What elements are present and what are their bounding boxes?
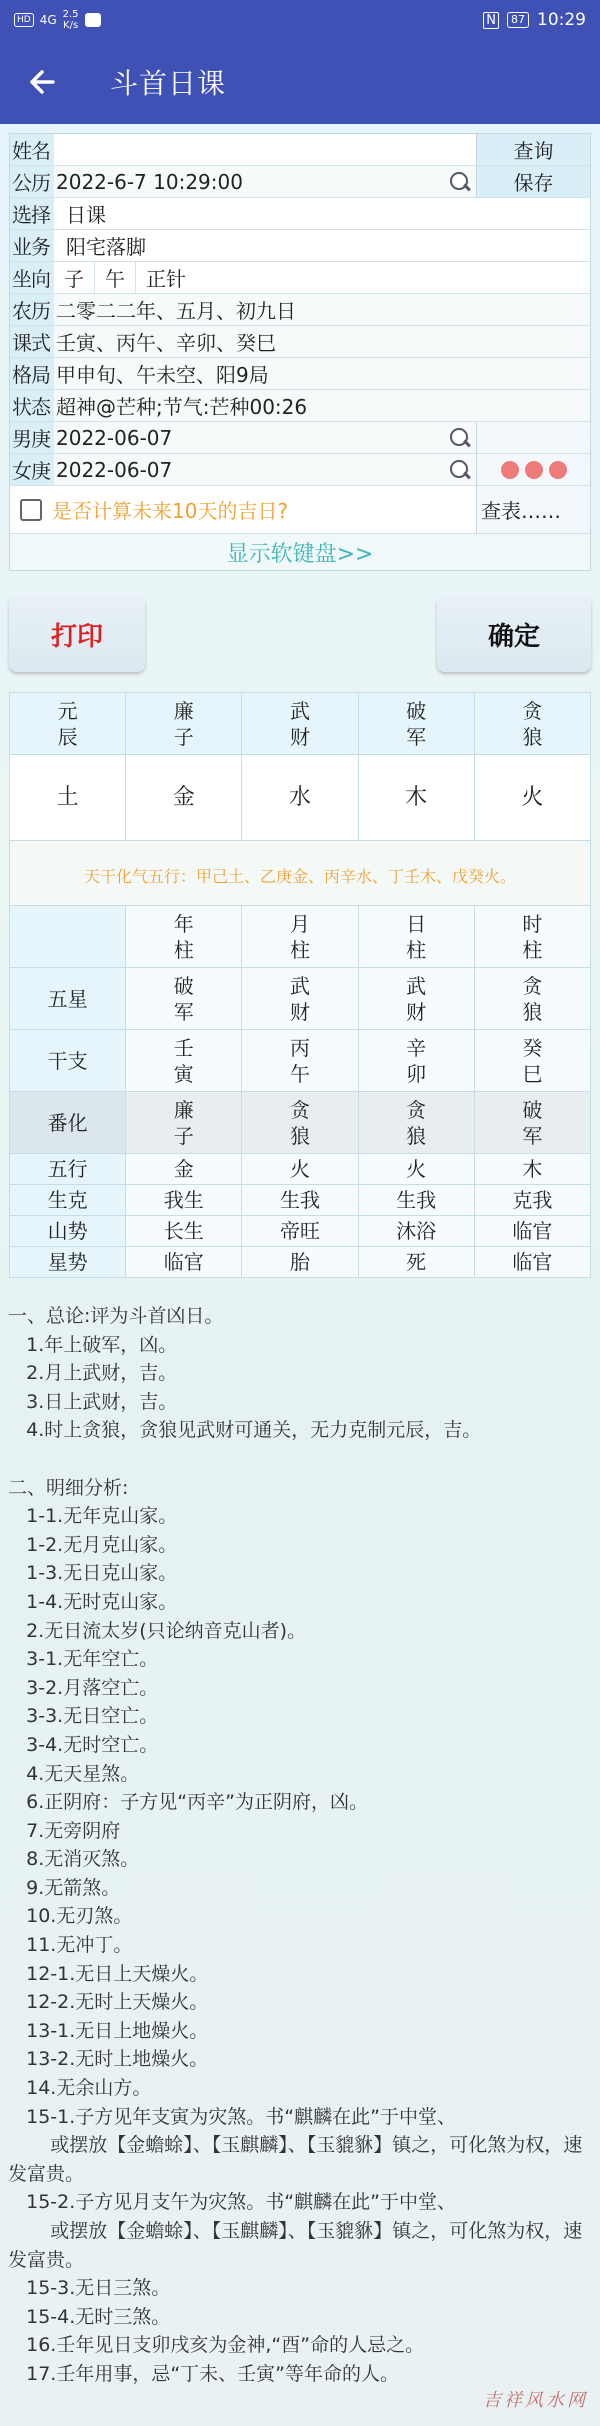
network-speed: 2.5 K/s: [62, 9, 79, 31]
back-button[interactable]: [0, 40, 84, 124]
list-item: 3-1.无年空亡。: [8, 1648, 159, 1671]
structure-row: [10, 358, 590, 390]
stars-note: 天干化气五行：甲己土、乙庚金、丙辛水、丁壬木、戊癸火。: [10, 841, 591, 913]
app-notification-icon: [85, 13, 101, 27]
table-cell: 生我: [358, 1185, 474, 1216]
structure-value: 甲申旬、午未空、阳9局: [54, 358, 590, 389]
direction-row: [10, 262, 590, 294]
save-button[interactable]: 保存: [476, 166, 590, 197]
pillar-header-cell: 日 柱: [358, 906, 474, 968]
stars-header-cell: 元 辰: [10, 693, 126, 755]
pattern-value: 壬寅、丙午、辛卯、癸巳: [54, 326, 590, 357]
pattern-label: 课式: [10, 326, 54, 357]
stars-element-row: [10, 755, 591, 841]
select-dropdown[interactable]: 日课: [54, 198, 590, 229]
app-bar: [0, 40, 600, 124]
pillar-header-cell: 年 柱: [126, 906, 242, 968]
future-check-label: 是否计算未来10天的吉日?: [52, 499, 289, 523]
table-cell: 克我: [474, 1185, 590, 1216]
table-cell: 沐浴: [358, 1216, 474, 1247]
male-side-blank: [476, 422, 590, 453]
table-cell: 死: [358, 1247, 474, 1278]
select-row: [10, 198, 590, 230]
male-date-field[interactable]: [54, 422, 476, 453]
structure-label: 格局: [10, 358, 54, 389]
nfc-icon: N: [483, 12, 499, 29]
list-item: 16.壬年见日支卯戌亥为金神,“酉”命的人忌之。: [8, 2334, 425, 2357]
element-cell: 木: [358, 755, 474, 841]
needle-dropdown[interactable]: 正针: [146, 267, 186, 291]
list-item: 12-2.无时上天燥火。: [8, 1991, 209, 2014]
table-cell: 破 军: [126, 968, 242, 1030]
solar-label: 公历: [10, 166, 54, 197]
action-bar: [9, 596, 591, 674]
state-label: 状态: [10, 390, 54, 421]
section-spacer: [8, 1445, 592, 1474]
list-item: 13-1.无日上地燥火。: [8, 2019, 209, 2042]
list-item: 15-2.子方见月支午为灾煞。书“麒麟在此”于中堂、 或摆放【金蟾蜍】、【玉麒麟】、【玉貔貅】镇之，可化煞为权，速发富贵。: [8, 2191, 583, 2271]
solar-row: [10, 166, 590, 198]
list-item: 12-1.无日上天燥火。: [8, 1962, 209, 1985]
lunar-row: [10, 294, 590, 326]
page-title: 斗首日课: [110, 67, 227, 100]
pillar-header-cell: 时 柱: [474, 906, 590, 968]
pillar-header-cell: 月 柱: [242, 906, 358, 968]
table-row: [10, 1185, 591, 1216]
male-label: 男庚: [10, 422, 54, 453]
table-cell: 临官: [126, 1247, 242, 1278]
business-label: 业务: [10, 230, 54, 261]
list-item: 3-4.无时空亡。: [8, 1733, 159, 1756]
watermark-logo: 吉祥风水网: [483, 2390, 588, 2411]
female-date-value: 2022-06-07: [56, 457, 173, 482]
direction-label: 坐向: [10, 262, 54, 293]
table-cell: 临官: [474, 1247, 590, 1278]
pattern-row: [10, 326, 590, 358]
confirm-button[interactable]: 确定: [437, 596, 591, 672]
list-item: 1-4.无时克山家。: [8, 1590, 178, 1613]
battery-icon: 87: [507, 12, 529, 28]
male-date-value: 2022-06-07: [56, 425, 173, 450]
table-cell: 临官: [474, 1216, 590, 1247]
table-row: [10, 1216, 591, 1247]
list-item: 1-3.无日克山家。: [8, 1562, 178, 1585]
table-cell: 贪 狼: [474, 968, 590, 1030]
search-icon[interactable]: [448, 458, 472, 482]
table-cell: 火: [242, 1154, 358, 1185]
list-item: 6.正阴府：子方见“丙辛”为正阴府，凶。: [8, 1791, 368, 1814]
table-cell: 贪 狼: [242, 1092, 358, 1154]
list-item: 3.日上武财，吉。: [8, 1390, 178, 1413]
detail-list: [8, 1502, 592, 2388]
table-cell: 辛 卯: [358, 1030, 474, 1092]
table-cell: 木: [474, 1154, 590, 1185]
male-row: [10, 422, 590, 454]
table-row: [10, 1092, 591, 1154]
more-options-button[interactable]: [476, 454, 590, 485]
status-left: [14, 9, 101, 31]
stars-header-row: [10, 693, 591, 755]
list-item: 14.无余山方。: [8, 2077, 152, 2100]
table-cell: 丙 午: [242, 1030, 358, 1092]
stars-header-cell: 武 财: [242, 693, 358, 755]
list-item: 15-4.无时三煞。: [8, 2305, 171, 2328]
direction-fields: [54, 262, 590, 293]
table-cell: 帝旺: [242, 1216, 358, 1247]
list-item: 3-2.月落空亡。: [8, 1676, 159, 1699]
female-row: [10, 454, 590, 486]
list-item: 2.无日流太岁(只论纳音克山者)。: [8, 1619, 307, 1642]
signal-icon: 4G: [39, 13, 57, 27]
list-item: 1.年上破军，凶。: [8, 1333, 178, 1356]
table-row: [10, 968, 591, 1030]
status-bar: [0, 0, 600, 40]
list-item: 1-2.无月克山家。: [8, 1533, 178, 1556]
select-label: 选择: [10, 198, 54, 229]
more-dot-icon: [549, 461, 567, 479]
business-dropdown[interactable]: 阳宅落脚: [54, 230, 590, 261]
sit-dropdown[interactable]: 子: [54, 262, 95, 293]
row-label: 生克: [10, 1185, 126, 1216]
row-label: 五星: [10, 968, 126, 1030]
more-dot-icon: [525, 461, 543, 479]
lunar-label: 农历: [10, 294, 54, 325]
list-item: 8.无消灭煞。: [8, 1848, 140, 1871]
table-row: [10, 1030, 591, 1092]
list-item: 11.无冲丁。: [8, 1934, 133, 1957]
table-cell: 破 军: [474, 1092, 590, 1154]
solar-date-value: 2022-6-7 10:29:00: [56, 169, 243, 194]
more-dot-icon: [501, 461, 519, 479]
lookup-table-button[interactable]: 查表……: [476, 486, 590, 533]
element-cell: 火: [474, 755, 590, 841]
table-cell: 胎: [242, 1247, 358, 1278]
table-cell: 贪 狼: [358, 1092, 474, 1154]
table-cell: 武 财: [242, 968, 358, 1030]
search-icon[interactable]: [448, 426, 472, 450]
stars-header-cell: 廉 子: [126, 693, 242, 755]
solar-date-field[interactable]: [54, 166, 476, 197]
name-label: 姓名: [10, 134, 54, 165]
list-item: 4.无天星煞。: [8, 1762, 140, 1785]
arrow-left-icon: [27, 67, 57, 97]
list-item: 7.无旁阴府: [8, 1819, 121, 1842]
list-item: 15-3.无日三煞。: [8, 2277, 171, 2300]
row-label: 星势: [10, 1247, 126, 1278]
query-button[interactable]: 查询: [476, 134, 590, 165]
element-cell: 土: [10, 755, 126, 841]
row-label: 番化: [10, 1092, 126, 1154]
corner-cell: [10, 906, 126, 968]
status-right: [483, 10, 586, 30]
summary-title: 一、总论:评为斗首凶日。: [8, 1305, 224, 1327]
list-item: 10.无刃煞。: [8, 1905, 133, 1928]
table-cell: 火: [358, 1154, 474, 1185]
female-label: 女庚: [10, 454, 54, 485]
list-item: 2.月上武财，吉。: [8, 1362, 178, 1385]
table-cell: 金: [126, 1154, 242, 1185]
stars-table: [9, 692, 591, 913]
table-cell: 壬 寅: [126, 1030, 242, 1092]
analysis-text: [8, 1302, 592, 2389]
lunar-value: 二零二二年、五月、初九日: [54, 294, 590, 325]
future-check-container[interactable]: [10, 486, 476, 533]
search-icon[interactable]: [448, 170, 472, 194]
stars-note-row: [10, 841, 591, 913]
row-label: 山势: [10, 1216, 126, 1247]
row-label: 干支: [10, 1030, 126, 1092]
clock: 10:29: [537, 10, 586, 30]
table-cell: 长生: [126, 1216, 242, 1247]
business-row: [10, 230, 590, 262]
detail-title: 二、明细分析:: [8, 1476, 129, 1499]
list-item: 9.无箭煞。: [8, 1876, 121, 1899]
list-item: 15-1.子方见年支寅为灾煞。书“麒麟在此”于中堂、 或摆放【金蟾蜍】、【玉麒麟】、【玉貔貅】镇之，可化煞为权，速发富贵。: [8, 2105, 583, 2185]
element-cell: 水: [242, 755, 358, 841]
stars-header-cell: 破 军: [358, 693, 474, 755]
table-cell: 廉 子: [126, 1092, 242, 1154]
table-cell: 武 财: [358, 968, 474, 1030]
table-cell: 生我: [242, 1185, 358, 1216]
future-checkbox[interactable]: [20, 499, 42, 521]
face-dropdown[interactable]: 午: [95, 262, 136, 293]
future-row: [10, 486, 590, 534]
show-keyboard-link[interactable]: 显示软键盘>>: [226, 541, 374, 567]
table-cell: 癸 巳: [474, 1030, 590, 1092]
table-row: [10, 1154, 591, 1185]
name-input[interactable]: [54, 134, 476, 165]
print-button[interactable]: 打印: [9, 596, 145, 672]
state-value: 超神@芒种;节气:芒种00:26: [54, 390, 590, 421]
hd-icon: HD: [14, 13, 34, 27]
table-cell: 我生: [126, 1185, 242, 1216]
list-item: 1-1.无年克山家。: [8, 1505, 178, 1528]
row-label: 五行: [10, 1154, 126, 1185]
summary-list: [8, 1331, 592, 1445]
pillars-header-row: [10, 906, 591, 968]
name-row: [10, 134, 590, 166]
stars-header-cell: 贪 狼: [474, 693, 590, 755]
element-cell: 金: [126, 755, 242, 841]
female-date-field[interactable]: [54, 454, 476, 485]
list-item: 4.时上贪狼，贪狼见武财可通关，无力克制元辰，吉。: [8, 1419, 482, 1442]
list-item: 17.壬年用事，忌“丁未、壬寅”等年命的人。: [8, 2362, 400, 2385]
list-item: 3-3.无日空亡。: [8, 1705, 159, 1728]
state-row: [10, 390, 590, 422]
list-item: 13-2.无时上地燥火。: [8, 2048, 209, 2071]
pillars-table: [9, 905, 591, 1278]
input-form: [9, 133, 591, 571]
table-row: [10, 1247, 591, 1278]
